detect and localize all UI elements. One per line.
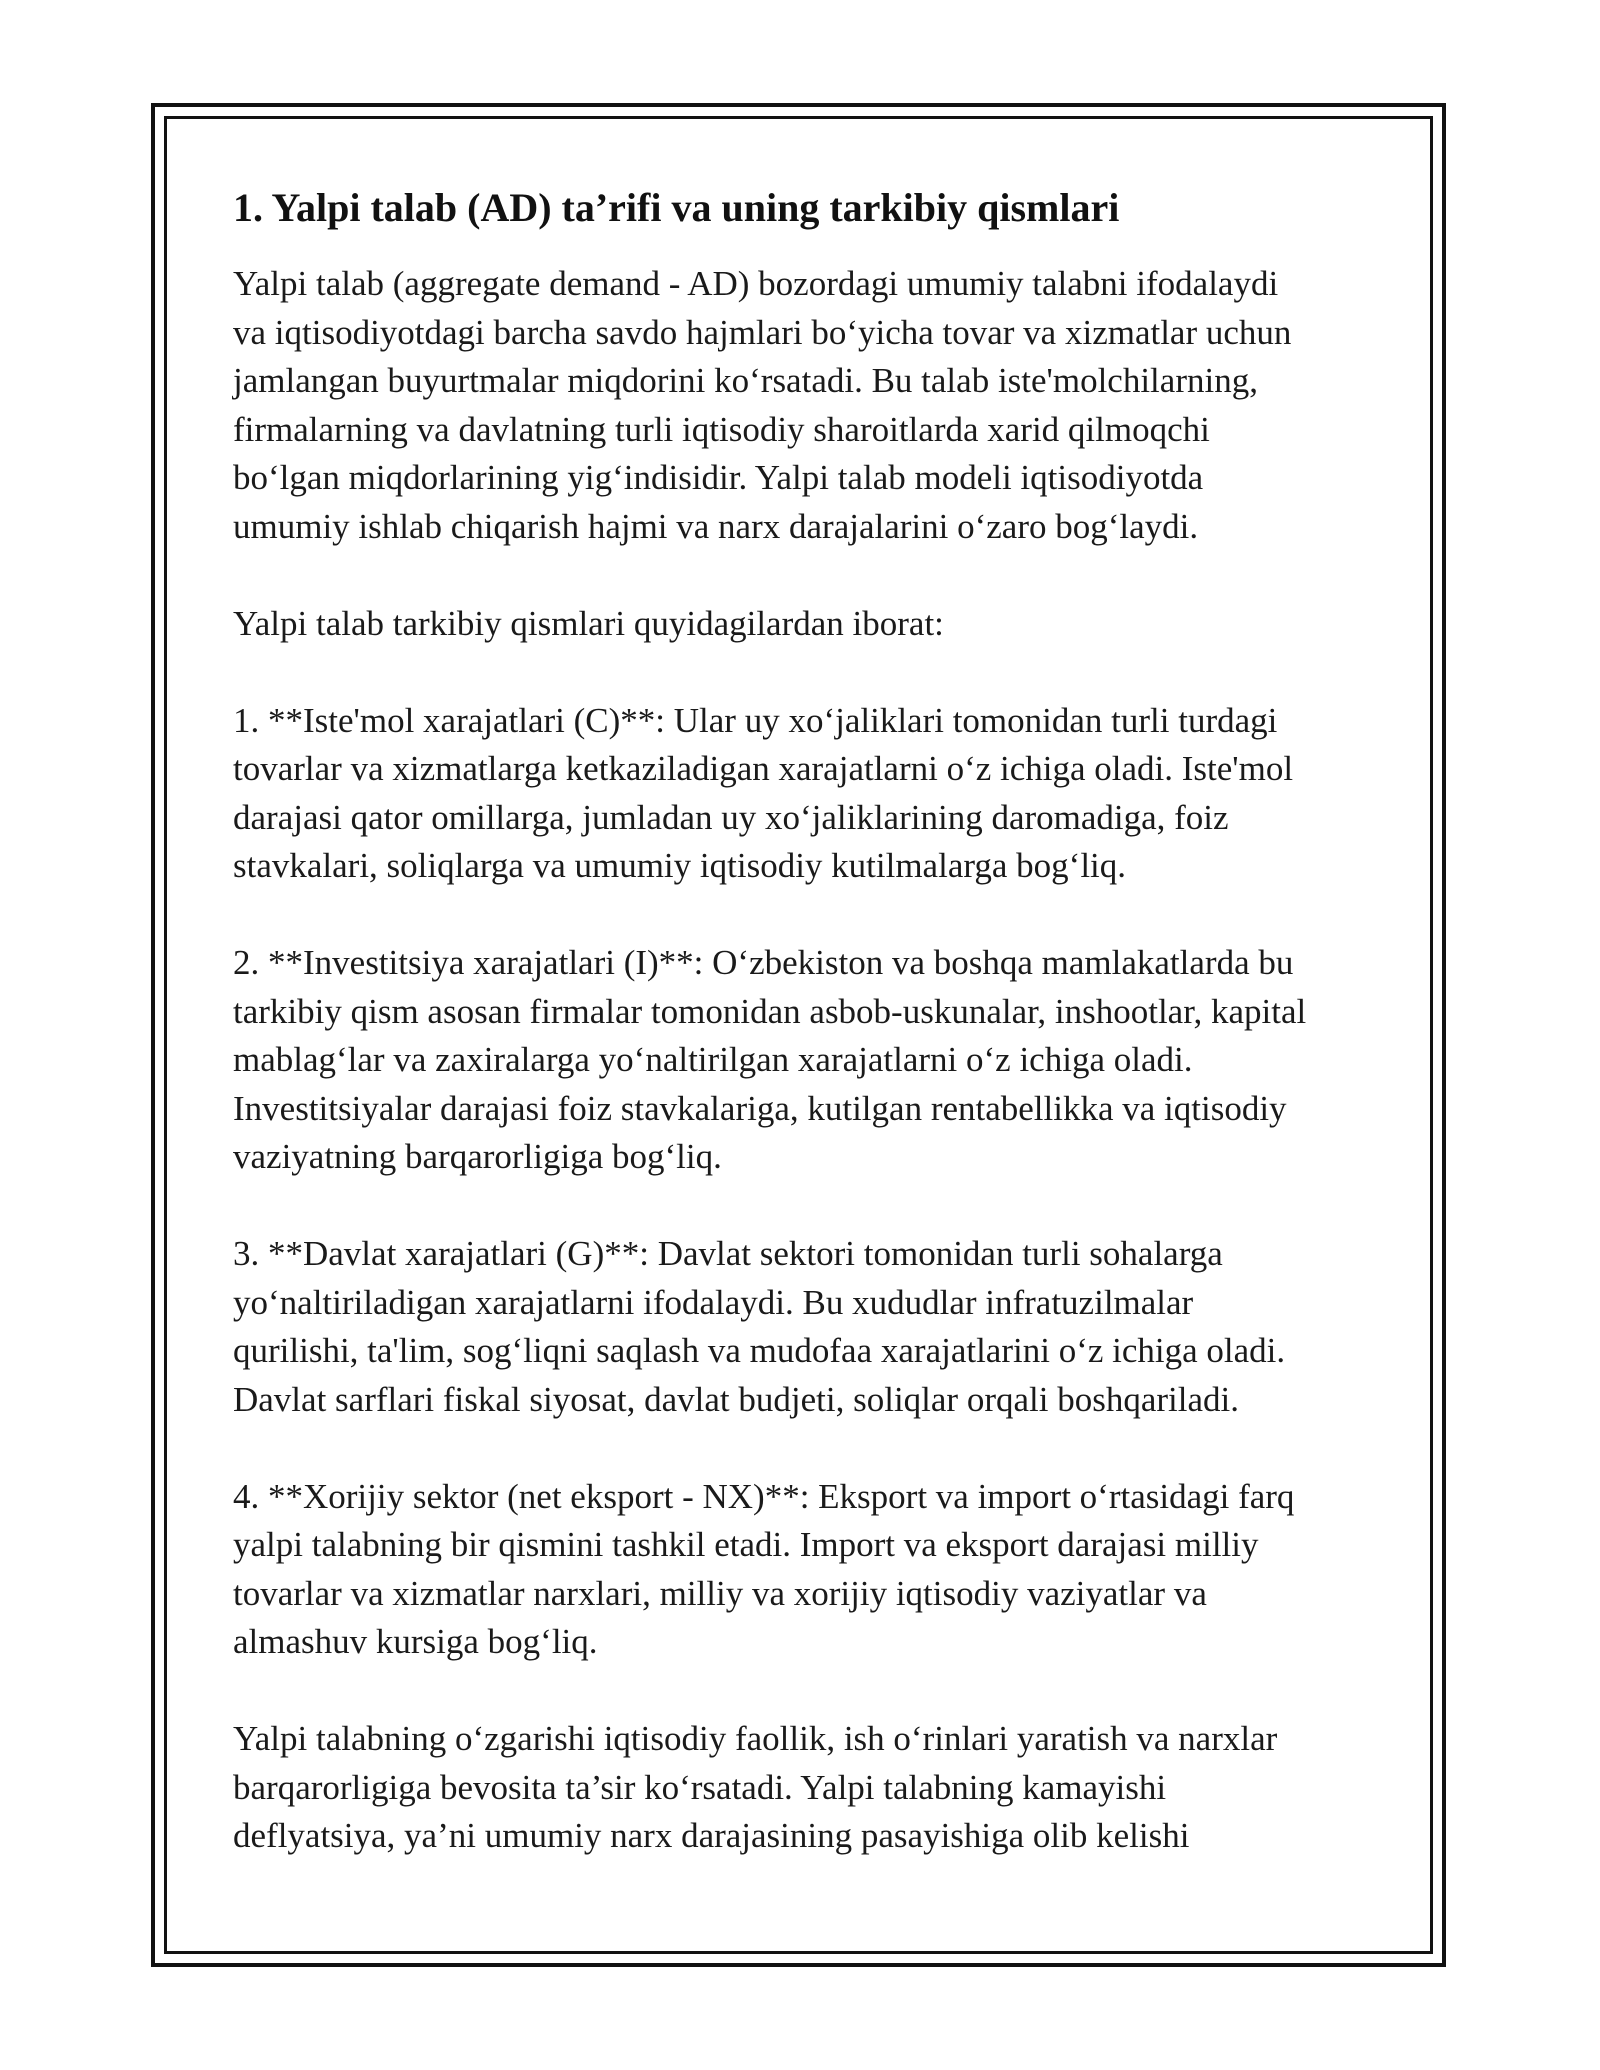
paragraph-definition	[233, 260, 1383, 551]
text-line: tovarlar va xizmatlarga ketkaziladigan xarajatlarni o‘z ichiga oladi. Iste'mol	[233, 749, 1294, 788]
text-line: yalpi talabning bir qismini tashkil etadi. Import va eksport darajasi milliy	[233, 1525, 1259, 1564]
section-heading: 1. Yalpi talab (AD) ta’rifi va uning tarkibiy qismlari	[233, 185, 1120, 230]
text-line: Davlat sarflari fiskal siyosat, davlat budjeti, soliqlar orqali boshqariladi.	[233, 1379, 1239, 1419]
text-line: darajasi qator omillarga, jumladan uy xo‘jaliklarining daromadiga, foiz	[233, 797, 1229, 837]
paragraph-government	[233, 1230, 1383, 1424]
paragraph-consumption	[233, 697, 1383, 891]
text-line: bo‘lgan miqdorlarining yig‘indisidir. Yalpi talab modeli iqtisodiyotda	[233, 458, 1204, 497]
text-line: 4. **Xorijiy sektor (net eksport - NX)**: Eksport va import o‘rtasidagi farq	[233, 1476, 1295, 1516]
text-line: 1. **Iste'mol xarajatlari (C)**: Ular uy xo‘jaliklari tomonidan turli turdagi	[233, 700, 1278, 740]
text-line: firmalarning va davlatning turli iqtisodiy sharoitlarda xarid qilmoqchi	[233, 409, 1210, 449]
text-line: Yalpi talabning o‘zgarishi iqtisodiy faollik, ish o‘rinlari yaratish va narxlar	[233, 1719, 1278, 1758]
text-line: almashuv kursiga bog‘liq.	[233, 1622, 598, 1661]
text-line: mablag‘lar va zaxiralarga yo‘naltirilgan xarajatlarni o‘z ichiga oladi.	[233, 1040, 1193, 1079]
text-line: tovarlar va xizmatlar narxlari, milliy va xorijiy iqtisodiy vaziyatlar va	[233, 1573, 1207, 1613]
text-line: qurilishi, ta'lim, sog‘liqni saqlash va mudofaa xarajatlarini o‘z ichiga oladi.	[233, 1331, 1286, 1370]
text-line: umumiy ishlab chiqarish hajmi va narx darajalarini o‘zaro bog‘laydi.	[233, 506, 1199, 546]
paragraph-investment	[233, 939, 1383, 1182]
text-line: deflyatsiya, ya’ni umumiy narx darajasining pasayishiga olib kelishi	[233, 1816, 1190, 1855]
text-line: barqarorligiga bevosita ta’sir ko‘rsatadi. Yalpi talabning kamayishi	[233, 1767, 1167, 1807]
text-line: vaziyatning barqarorligiga bog‘liq.	[233, 1137, 722, 1176]
paragraph-conclusion	[233, 1715, 1383, 1861]
text-line: tarkibiy qism asosan firmalar tomonidan asbob-uskunalar, inshootlar, kapital	[233, 991, 1307, 1031]
text-line: 3. **Davlat xarajatlari (G)**: Davlat sektori tomonidan turli sohalarga	[233, 1234, 1223, 1273]
paragraph-net-exports	[233, 1473, 1383, 1667]
text-line: Investitsiyalar darajasi foiz stavkalariga, kutilgan rentabellikka va iqtisodiy	[233, 1088, 1287, 1128]
text-line: stavkalari, soliqlarga va umumiy iqtisodiy kutilmalarga bog‘liq.	[233, 846, 1127, 885]
text-line: va iqtisodiyotdagi barcha savdo hajmlari bo‘yicha tovar va xizmatlar uchun	[233, 312, 1292, 352]
text-line: 2. **Investitsiya xarajatlari (I)**: O‘zbekiston va boshqa mamlakatlarda bu	[233, 943, 1294, 982]
document-content	[233, 178, 1383, 1861]
text-line: jamlangan buyurtmalar miqdorini ko‘rsatadi. Bu talab iste'molchilarning,	[233, 361, 1258, 400]
paragraph-components-intro	[233, 600, 1383, 649]
text-line: yo‘naltiriladigan xarajatlarni ifodalaydi. Bu xududlar infratuzilmalar	[233, 1282, 1194, 1322]
text-line: Yalpi talab tarkibiy qismlari quyidagilardan iborat:	[233, 603, 944, 643]
text-line: Yalpi talab (aggregate demand - AD) bozordagi umumiy talabni ifodalaydi	[233, 264, 1279, 303]
